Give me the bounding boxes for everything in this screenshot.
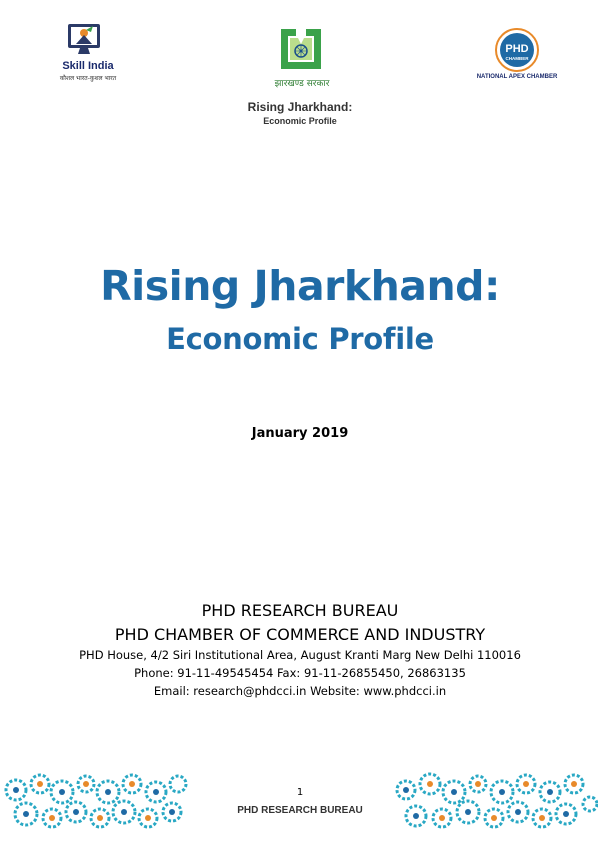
skill-india-emblem-icon — [66, 22, 102, 58]
page-number: 1 — [296, 787, 304, 798]
phd-chamber-text: NATIONAL APEX CHAMBER — [476, 74, 558, 80]
publication-date: January 2019 — [251, 426, 349, 441]
phd-chamber-logo — [472, 28, 562, 88]
header-title: Rising Jharkhand: — [247, 100, 353, 114]
bureau-name: PHD RESEARCH BUREAU — [201, 601, 399, 620]
chamber-name: PHD CHAMBER OF COMMERCE AND INDUSTRY — [114, 625, 486, 644]
skill-india-subtext: कौशल भारत-कुशल भारत — [59, 75, 117, 82]
address-line: PHD House, 4/2 Siri Institutional Area, August Kranti Marg New Delhi 110016 — [79, 648, 521, 662]
phone-line: Phone: 91-11-49545454 Fax: 91-11-26855450, 26863135 — [134, 666, 466, 680]
skill-india-logo — [58, 22, 118, 92]
footer-text: PHD RESEARCH BUREAU — [237, 805, 363, 816]
jharkhand-logo-text: झारखण्ड सरकार — [274, 79, 330, 89]
email-line: Email: research@phdcci.in Website: www.phdcci.in — [153, 684, 447, 698]
phd-emblem-text: PHD — [505, 43, 529, 55]
jharkhand-emblem-icon — [276, 24, 326, 74]
phd-chamber-emblem-icon — [495, 28, 539, 72]
header-subtitle: Economic Profile — [263, 116, 337, 126]
page-subtitle: Economic Profile — [166, 322, 434, 356]
jharkhand-logo — [262, 24, 342, 94]
page-title: Rising Jharkhand: — [100, 262, 500, 310]
skill-india-text: Skill India — [62, 60, 114, 72]
phd-emblem-subtext: CHAMBER — [505, 56, 529, 61]
